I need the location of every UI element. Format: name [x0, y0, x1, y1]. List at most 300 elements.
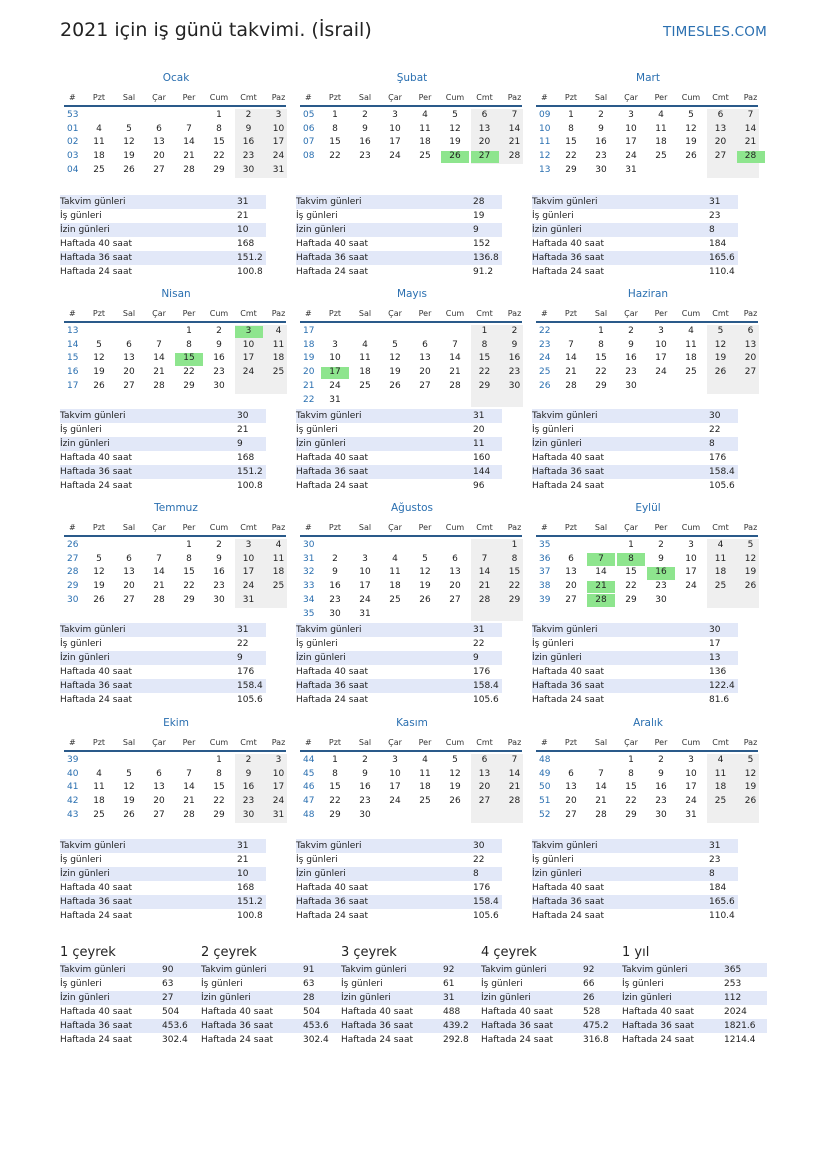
day-cell[interactable]: 1: [332, 755, 338, 765]
day-cell[interactable]: 23: [359, 796, 371, 807]
day-cell[interactable]: 13: [565, 567, 577, 578]
day-cell[interactable]: 6: [452, 553, 458, 564]
day-cell[interactable]: 21: [478, 581, 491, 592]
day-cell[interactable]: 12: [449, 768, 461, 779]
day-cell[interactable]: 7: [186, 768, 192, 779]
day-cell[interactable]: 26: [123, 809, 135, 820]
day-cell[interactable]: 14: [508, 123, 521, 134]
day-cell[interactable]: 2: [628, 326, 634, 336]
day-cell[interactable]: 29: [565, 164, 577, 175]
day-cell[interactable]: 10: [242, 339, 255, 350]
day-cell[interactable]: 30: [242, 809, 255, 820]
day-cell[interactable]: 15: [213, 137, 225, 148]
day-cell[interactable]: 7: [186, 123, 192, 134]
day-cell[interactable]: 2: [598, 110, 604, 120]
day-cell[interactable]: 11: [93, 137, 105, 148]
day-cell[interactable]: 4: [658, 110, 664, 120]
day-cell[interactable]: 17: [272, 137, 285, 148]
day-cell[interactable]: 22: [508, 581, 521, 592]
day-cell[interactable]: 17: [359, 581, 371, 592]
day-cell[interactable]: 14: [508, 768, 521, 779]
day-cell[interactable]: 28: [153, 380, 165, 391]
day-cell[interactable]: 23: [625, 367, 637, 378]
day-cell[interactable]: 8: [481, 339, 488, 350]
day-cell[interactable]: 10: [359, 567, 371, 578]
day-cell[interactable]: 16: [329, 581, 341, 592]
day-cell[interactable]: 7: [598, 553, 604, 564]
day-cell[interactable]: 11: [272, 339, 285, 350]
day-cell[interactable]: 13: [153, 782, 165, 793]
day-cell[interactable]: 1: [216, 110, 222, 120]
day-cell[interactable]: 3: [688, 755, 694, 765]
day-cell[interactable]: 23: [213, 367, 225, 378]
day-cell[interactable]: 23: [655, 796, 667, 807]
day-cell[interactable]: 13: [714, 123, 727, 134]
day-cell[interactable]: 23: [595, 151, 607, 162]
day-cell[interactable]: 28: [183, 164, 195, 175]
day-cell[interactable]: 3: [392, 110, 398, 120]
day-cell[interactable]: 18: [272, 353, 285, 364]
day-cell[interactable]: 4: [275, 326, 282, 336]
day-cell[interactable]: 2: [216, 540, 222, 550]
day-cell[interactable]: 20: [153, 796, 165, 807]
day-cell[interactable]: 19: [93, 581, 105, 592]
day-cell[interactable]: 11: [714, 553, 727, 564]
day-cell[interactable]: 5: [96, 339, 102, 350]
day-cell[interactable]: 25: [714, 796, 727, 807]
day-cell[interactable]: 29: [595, 380, 607, 391]
day-cell[interactable]: 13: [478, 768, 491, 779]
day-cell[interactable]: 8: [511, 553, 518, 564]
day-cell[interactable]: 9: [628, 339, 634, 350]
day-cell[interactable]: 27: [153, 164, 165, 175]
day-cell[interactable]: 1: [186, 540, 192, 550]
day-cell[interactable]: 14: [183, 782, 195, 793]
day-cell[interactable]: 8: [628, 553, 634, 564]
day-cell[interactable]: 19: [419, 581, 431, 592]
day-cell[interactable]: 9: [245, 123, 252, 134]
day-cell[interactable]: 28: [508, 151, 521, 162]
day-cell[interactable]: 26: [93, 380, 105, 391]
day-cell[interactable]: 25: [714, 581, 727, 592]
day-cell[interactable]: 14: [183, 137, 195, 148]
day-cell[interactable]: 5: [96, 553, 102, 564]
day-cell[interactable]: 13: [123, 567, 135, 578]
day-cell[interactable]: 19: [744, 567, 757, 578]
day-cell[interactable]: 31: [625, 164, 637, 175]
day-cell[interactable]: 8: [216, 123, 222, 134]
day-cell[interactable]: 1: [628, 540, 634, 550]
day-cell[interactable]: 25: [272, 581, 285, 592]
day-cell[interactable]: 16: [242, 782, 255, 793]
day-cell[interactable]: 20: [478, 137, 491, 148]
day-cell[interactable]: 12: [744, 553, 757, 564]
day-cell[interactable]: 14: [153, 567, 165, 578]
day-cell[interactable]: 24: [625, 151, 637, 162]
day-cell[interactable]: 19: [93, 367, 105, 378]
day-cell[interactable]: 10: [272, 768, 285, 779]
day-cell[interactable]: 21: [744, 137, 757, 148]
day-cell[interactable]: 9: [598, 123, 604, 134]
day-cell[interactable]: 22: [329, 151, 341, 162]
day-cell[interactable]: 17: [685, 782, 697, 793]
day-cell[interactable]: 13: [419, 353, 431, 364]
day-cell[interactable]: 15: [625, 782, 637, 793]
day-cell[interactable]: 22: [625, 796, 637, 807]
day-cell[interactable]: 21: [595, 796, 607, 807]
day-cell[interactable]: 26: [449, 151, 461, 162]
day-cell[interactable]: 17: [242, 353, 255, 364]
day-cell[interactable]: 12: [449, 123, 461, 134]
day-cell[interactable]: 1: [568, 110, 574, 120]
day-cell[interactable]: 6: [481, 110, 488, 120]
day-cell[interactable]: 6: [481, 755, 488, 765]
day-cell[interactable]: 6: [568, 768, 574, 779]
day-cell[interactable]: 15: [329, 782, 341, 793]
day-cell[interactable]: 12: [714, 339, 727, 350]
brand-link[interactable]: TIMESLES.COM: [663, 24, 767, 40]
day-cell[interactable]: 27: [449, 594, 461, 605]
day-cell[interactable]: 29: [625, 809, 637, 820]
day-cell[interactable]: 27: [419, 380, 431, 391]
day-cell[interactable]: 8: [598, 339, 604, 350]
day-cell[interactable]: 13: [744, 339, 757, 350]
day-cell[interactable]: 17: [242, 567, 255, 578]
day-cell[interactable]: 30: [242, 164, 255, 175]
day-cell[interactable]: 14: [153, 353, 165, 364]
day-cell[interactable]: 30: [655, 809, 667, 820]
day-cell[interactable]: 28: [595, 809, 607, 820]
day-cell[interactable]: 12: [93, 567, 105, 578]
day-cell[interactable]: 5: [747, 755, 754, 765]
day-cell[interactable]: 31: [685, 809, 697, 820]
day-cell[interactable]: 18: [389, 581, 401, 592]
day-cell[interactable]: 30: [655, 594, 667, 605]
day-cell[interactable]: 10: [242, 553, 255, 564]
day-cell[interactable]: 9: [658, 553, 664, 564]
day-cell[interactable]: 28: [449, 380, 461, 391]
day-cell[interactable]: 16: [359, 782, 371, 793]
day-cell[interactable]: 3: [658, 326, 664, 336]
day-cell[interactable]: 16: [359, 137, 371, 148]
day-cell[interactable]: 19: [714, 353, 727, 364]
day-cell[interactable]: 24: [389, 151, 401, 162]
day-cell[interactable]: 28: [595, 594, 607, 605]
day-cell[interactable]: 4: [717, 540, 724, 550]
day-cell[interactable]: 14: [565, 353, 577, 364]
day-cell[interactable]: 22: [565, 151, 577, 162]
day-cell[interactable]: 6: [747, 326, 754, 336]
day-cell[interactable]: 20: [714, 137, 727, 148]
day-cell[interactable]: 23: [242, 796, 255, 807]
day-cell[interactable]: 30: [508, 380, 521, 391]
day-cell[interactable]: 10: [389, 768, 401, 779]
day-cell[interactable]: 26: [123, 164, 135, 175]
day-cell[interactable]: 28: [508, 796, 521, 807]
day-cell[interactable]: 25: [93, 809, 105, 820]
day-cell[interactable]: 2: [362, 755, 368, 765]
day-cell[interactable]: 2: [658, 755, 664, 765]
day-cell[interactable]: 20: [565, 581, 577, 592]
day-cell[interactable]: 27: [123, 380, 135, 391]
day-cell[interactable]: 31: [272, 164, 285, 175]
day-cell[interactable]: 6: [568, 553, 574, 564]
day-cell[interactable]: 3: [245, 540, 252, 550]
day-cell[interactable]: 18: [272, 567, 285, 578]
day-cell[interactable]: 1: [628, 755, 634, 765]
day-cell[interactable]: 16: [508, 353, 521, 364]
day-cell[interactable]: 19: [744, 782, 757, 793]
day-cell[interactable]: 21: [153, 367, 165, 378]
day-cell[interactable]: 6: [422, 339, 428, 350]
day-cell[interactable]: 2: [658, 540, 664, 550]
day-cell[interactable]: 27: [478, 796, 491, 807]
day-cell[interactable]: 6: [126, 339, 132, 350]
day-cell[interactable]: 25: [685, 367, 697, 378]
day-cell[interactable]: 2: [332, 553, 338, 564]
day-cell[interactable]: 5: [747, 540, 754, 550]
day-cell[interactable]: 24: [359, 594, 371, 605]
day-cell[interactable]: 8: [186, 339, 192, 350]
day-cell[interactable]: 12: [389, 353, 401, 364]
day-cell[interactable]: 12: [419, 567, 431, 578]
day-cell[interactable]: 8: [332, 768, 338, 779]
day-cell[interactable]: 8: [628, 768, 634, 779]
day-cell[interactable]: 29: [478, 380, 491, 391]
day-cell[interactable]: 24: [389, 796, 401, 807]
day-cell[interactable]: 17: [389, 137, 401, 148]
day-cell[interactable]: 11: [272, 553, 285, 564]
day-cell[interactable]: 25: [93, 164, 105, 175]
day-cell[interactable]: 22: [329, 796, 341, 807]
day-cell[interactable]: 26: [449, 796, 461, 807]
day-cell[interactable]: 11: [419, 123, 431, 134]
day-cell[interactable]: 13: [478, 123, 491, 134]
day-cell[interactable]: 8: [568, 123, 574, 134]
day-cell[interactable]: 25: [389, 594, 401, 605]
day-cell[interactable]: 27: [744, 367, 757, 378]
day-cell[interactable]: 21: [508, 782, 521, 793]
day-cell[interactable]: 17: [655, 353, 667, 364]
day-cell[interactable]: 10: [685, 768, 697, 779]
day-cell[interactable]: 24: [655, 367, 667, 378]
day-cell[interactable]: 11: [685, 339, 697, 350]
day-cell[interactable]: 10: [389, 123, 401, 134]
day-cell[interactable]: 20: [153, 151, 165, 162]
day-cell[interactable]: 12: [123, 137, 135, 148]
day-cell[interactable]: 24: [329, 380, 341, 391]
day-cell[interactable]: 16: [655, 782, 667, 793]
day-cell[interactable]: 4: [422, 755, 428, 765]
day-cell[interactable]: 14: [744, 123, 757, 134]
day-cell[interactable]: 5: [717, 326, 724, 336]
day-cell[interactable]: 25: [272, 367, 285, 378]
day-cell[interactable]: 2: [216, 326, 222, 336]
day-cell[interactable]: 17: [329, 367, 341, 378]
day-cell[interactable]: 31: [329, 394, 341, 405]
day-cell[interactable]: 22: [213, 151, 225, 162]
day-cell[interactable]: 2: [362, 110, 368, 120]
day-cell[interactable]: 4: [688, 326, 694, 336]
day-cell[interactable]: 19: [449, 137, 461, 148]
day-cell[interactable]: 29: [183, 380, 195, 391]
day-cell[interactable]: 7: [568, 339, 574, 350]
day-cell[interactable]: 29: [329, 809, 341, 820]
day-cell[interactable]: 12: [123, 782, 135, 793]
day-cell[interactable]: 7: [156, 553, 162, 564]
day-cell[interactable]: 1: [186, 326, 192, 336]
day-cell[interactable]: 30: [595, 164, 607, 175]
day-cell[interactable]: 23: [213, 581, 225, 592]
day-cell[interactable]: 21: [595, 581, 607, 592]
day-cell[interactable]: 14: [478, 567, 491, 578]
day-cell[interactable]: 13: [153, 137, 165, 148]
day-cell[interactable]: 27: [478, 151, 491, 162]
day-cell[interactable]: 17: [389, 782, 401, 793]
day-cell[interactable]: 6: [156, 123, 162, 134]
day-cell[interactable]: 3: [245, 326, 252, 336]
day-cell[interactable]: 1: [598, 326, 604, 336]
day-cell[interactable]: 19: [389, 367, 401, 378]
day-cell[interactable]: 26: [389, 380, 401, 391]
day-cell[interactable]: 5: [452, 755, 458, 765]
day-cell[interactable]: 11: [93, 782, 105, 793]
day-cell[interactable]: 3: [688, 540, 694, 550]
day-cell[interactable]: 7: [156, 339, 162, 350]
day-cell[interactable]: 28: [565, 380, 577, 391]
day-cell[interactable]: 30: [213, 380, 225, 391]
day-cell[interactable]: 20: [123, 367, 135, 378]
day-cell[interactable]: 24: [272, 151, 285, 162]
day-cell[interactable]: 7: [511, 110, 518, 120]
day-cell[interactable]: 2: [511, 326, 518, 336]
day-cell[interactable]: 30: [625, 380, 637, 391]
day-cell[interactable]: 24: [272, 796, 285, 807]
day-cell[interactable]: 15: [183, 567, 195, 578]
day-cell[interactable]: 19: [123, 151, 135, 162]
day-cell[interactable]: 27: [153, 809, 165, 820]
day-cell[interactable]: 9: [216, 339, 222, 350]
day-cell[interactable]: 26: [744, 581, 757, 592]
day-cell[interactable]: 20: [449, 581, 461, 592]
day-cell[interactable]: 25: [419, 151, 431, 162]
day-cell[interactable]: 13: [449, 567, 461, 578]
day-cell[interactable]: 23: [508, 367, 521, 378]
day-cell[interactable]: 27: [123, 594, 135, 605]
day-cell[interactable]: 14: [595, 782, 607, 793]
day-cell[interactable]: 4: [275, 540, 282, 550]
day-cell[interactable]: 12: [93, 353, 105, 364]
day-cell[interactable]: 25: [419, 796, 431, 807]
day-cell[interactable]: 4: [96, 768, 102, 779]
day-cell[interactable]: 22: [213, 796, 225, 807]
day-cell[interactable]: 23: [655, 581, 667, 592]
day-cell[interactable]: 29: [213, 809, 225, 820]
day-cell[interactable]: 30: [213, 594, 225, 605]
day-cell[interactable]: 6: [156, 768, 162, 779]
day-cell[interactable]: 19: [449, 782, 461, 793]
day-cell[interactable]: 22: [183, 367, 195, 378]
day-cell[interactable]: 18: [655, 137, 667, 148]
day-cell[interactable]: 23: [329, 594, 341, 605]
day-cell[interactable]: 26: [93, 594, 105, 605]
day-cell[interactable]: 18: [419, 782, 431, 793]
day-cell[interactable]: 1: [481, 326, 488, 336]
day-cell[interactable]: 11: [655, 123, 667, 134]
day-cell[interactable]: 17: [272, 782, 285, 793]
day-cell[interactable]: 19: [685, 137, 697, 148]
day-cell[interactable]: 21: [183, 151, 195, 162]
day-cell[interactable]: 25: [655, 151, 667, 162]
day-cell[interactable]: 24: [242, 367, 255, 378]
day-cell[interactable]: 20: [419, 367, 431, 378]
day-cell[interactable]: 4: [717, 755, 724, 765]
day-cell[interactable]: 9: [362, 123, 368, 134]
day-cell[interactable]: 11: [389, 567, 401, 578]
day-cell[interactable]: 21: [153, 581, 165, 592]
day-cell[interactable]: 28: [153, 594, 165, 605]
day-cell[interactable]: 5: [126, 768, 132, 779]
day-cell[interactable]: 21: [449, 367, 461, 378]
day-cell[interactable]: 7: [452, 339, 458, 350]
day-cell[interactable]: 11: [419, 768, 431, 779]
day-cell[interactable]: 23: [242, 151, 255, 162]
day-cell[interactable]: 31: [242, 594, 255, 605]
day-cell[interactable]: 14: [595, 567, 607, 578]
day-cell[interactable]: 15: [329, 137, 341, 148]
day-cell[interactable]: 22: [595, 367, 607, 378]
day-cell[interactable]: 3: [628, 110, 634, 120]
day-cell[interactable]: 7: [481, 553, 488, 564]
day-cell[interactable]: 15: [508, 567, 521, 578]
day-cell[interactable]: 7: [511, 755, 518, 765]
day-cell[interactable]: 11: [359, 353, 371, 364]
day-cell[interactable]: 15: [183, 353, 195, 364]
day-cell[interactable]: 8: [186, 553, 192, 564]
day-cell[interactable]: 9: [362, 768, 368, 779]
day-cell[interactable]: 3: [275, 110, 282, 120]
day-cell[interactable]: 3: [392, 755, 398, 765]
day-cell[interactable]: 4: [362, 339, 368, 350]
day-cell[interactable]: 4: [392, 553, 398, 564]
day-cell[interactable]: 14: [449, 353, 461, 364]
day-cell[interactable]: 5: [452, 110, 458, 120]
day-cell[interactable]: 18: [714, 567, 727, 578]
day-cell[interactable]: 22: [478, 367, 491, 378]
day-cell[interactable]: 27: [565, 594, 577, 605]
day-cell[interactable]: 15: [478, 353, 491, 364]
day-cell[interactable]: 21: [508, 137, 521, 148]
day-cell[interactable]: 10: [625, 123, 637, 134]
day-cell[interactable]: 18: [714, 782, 727, 793]
day-cell[interactable]: 3: [362, 553, 368, 564]
day-cell[interactable]: 3: [275, 755, 282, 765]
day-cell[interactable]: 27: [714, 151, 727, 162]
day-cell[interactable]: 16: [213, 567, 225, 578]
day-cell[interactable]: 18: [685, 353, 697, 364]
day-cell[interactable]: 29: [508, 594, 521, 605]
day-cell[interactable]: 18: [359, 367, 371, 378]
day-cell[interactable]: 7: [747, 110, 754, 120]
day-cell[interactable]: 15: [595, 353, 607, 364]
day-cell[interactable]: 15: [625, 567, 637, 578]
day-cell[interactable]: 4: [96, 123, 102, 134]
day-cell[interactable]: 7: [598, 768, 604, 779]
day-cell[interactable]: 9: [332, 567, 338, 578]
day-cell[interactable]: 29: [183, 594, 195, 605]
day-cell[interactable]: 20: [744, 353, 757, 364]
day-cell[interactable]: 22: [625, 581, 637, 592]
